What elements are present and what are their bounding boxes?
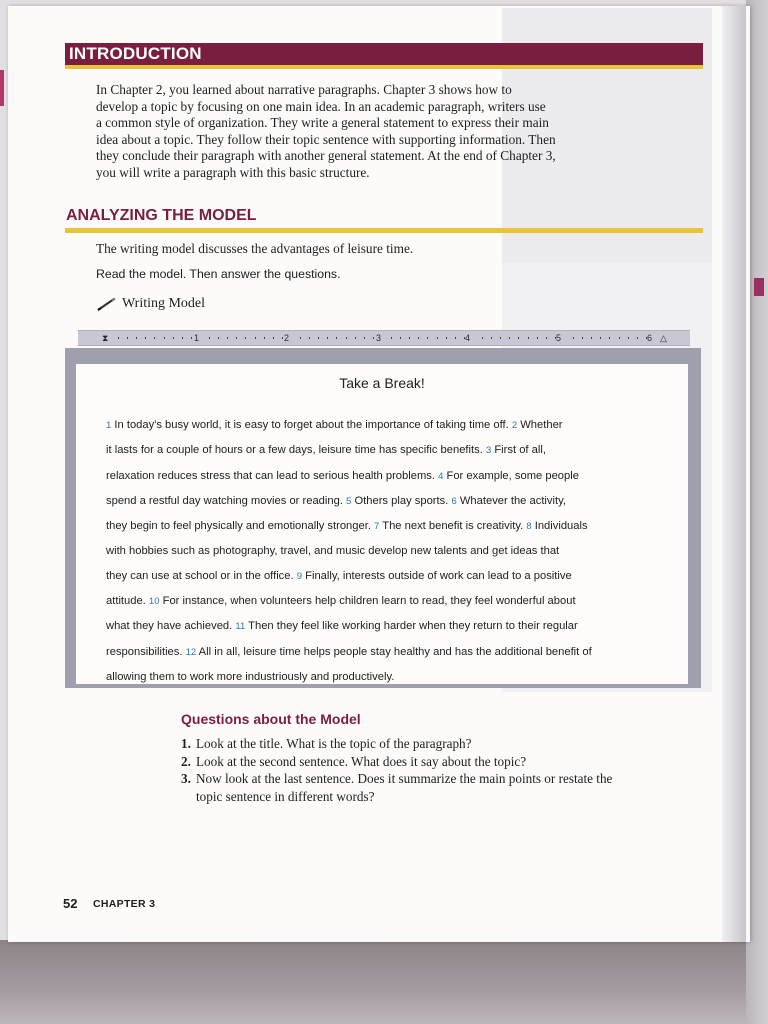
ruler-tab-marker: △ <box>660 333 667 343</box>
model-description: The writing model discusses the advantages of leisure time. <box>96 241 414 256</box>
sentence-text: spend a restful day watching movies or reading. <box>106 494 347 507</box>
writing-model-label: Writing Model <box>122 296 206 311</box>
ruler-tick <box>364 337 365 339</box>
ruler-tick <box>464 337 465 339</box>
question-text: Look at the title. What is the topic of the paragraph? <box>196 736 472 751</box>
model-line <box>106 640 676 665</box>
model-paragraph <box>106 413 676 689</box>
ruler-tick <box>500 337 501 339</box>
ruler-tick <box>646 337 647 339</box>
ruler-number: 5 <box>556 333 562 343</box>
sentence-number: 9 <box>296 570 303 582</box>
ruler-tick <box>191 337 192 339</box>
sentence-number: 7 <box>374 521 380 533</box>
sentence-text: In today's busy world, it is easy to forget about the importance of taking time off. <box>111 419 512 431</box>
sentence-number: 3 <box>485 445 492 457</box>
ruler-tick <box>491 337 492 339</box>
model-line <box>106 489 676 514</box>
ruler-tick <box>264 337 265 339</box>
ruler-tick <box>546 337 547 339</box>
scan-bottom-shadow <box>0 940 768 1024</box>
ruler-tick <box>455 337 456 339</box>
question-text: Look at the second sentence. What does it say about the topic? <box>196 753 527 769</box>
question-number: 1. <box>181 736 191 751</box>
ruler-number: 6 <box>647 333 653 343</box>
ruler-tick <box>409 337 410 339</box>
ruler-tick <box>255 337 256 339</box>
ruler-tick <box>300 337 301 339</box>
sentence-text: they begin to feel physically and emotionally stronger. <box>106 520 375 533</box>
intro-line: idea about a topic. They follow their topic sentence with supporting information. Then <box>96 131 556 147</box>
ruler-tick <box>582 337 583 339</box>
intro-line: develop a topic by focusing on one main idea. In an academic paragraph, writers use <box>96 98 546 114</box>
model-line <box>106 514 676 539</box>
question-number: 2. <box>181 753 191 769</box>
ruler-tick <box>637 337 638 339</box>
ruler-tick <box>245 337 246 339</box>
sentence-number: 4 <box>438 470 444 482</box>
sentence-text: All in all, leisure time helps people stay healthy and has the additional benefit of <box>196 645 592 658</box>
ruler-tick <box>346 337 347 339</box>
ruler-tick <box>555 337 556 339</box>
ruler-indent-marker: ⧗ <box>102 333 109 343</box>
ruler-tick <box>273 337 274 339</box>
intro-line: you will write a paragraph with this basic structure. <box>96 164 370 180</box>
ruler-tick <box>418 337 419 339</box>
writing-model-label-row <box>96 296 205 312</box>
ruler-tick <box>236 337 237 339</box>
intro-line: In Chapter 2, you learned about narrative paragraphs. Chapter 3 shows how to <box>96 82 512 97</box>
sentence-number: 1 <box>106 420 112 431</box>
sentence-text: it lasts for a couple of hours or a few days, leisure time has specific benefits. <box>106 444 486 457</box>
ruler-tick <box>609 337 610 339</box>
sentence-text: Whether <box>517 419 563 431</box>
ruler-tick <box>528 337 529 339</box>
introduction-paragraph <box>96 82 636 181</box>
sentence-number: 10 <box>148 596 160 608</box>
ruler-tick <box>600 337 601 339</box>
ruler-number: 4 <box>465 333 471 343</box>
ruler-tick <box>318 337 319 339</box>
sentence-text: For example, some people <box>443 469 579 482</box>
page-curl-edge <box>722 6 746 942</box>
ruler-tick <box>182 337 183 339</box>
model-line <box>106 614 676 639</box>
ruler-tick <box>154 337 155 339</box>
sentence-text: The next benefit is creativity. <box>379 520 527 533</box>
ruler-tick <box>164 337 165 339</box>
question-text: Now look at the last sentence. Does it summarize the main points or restate the <box>196 771 613 786</box>
sentence-text: attitude. <box>106 595 149 608</box>
ruler-tick <box>173 337 174 339</box>
question-item <box>181 770 691 805</box>
sentence-text: what they have achieved. <box>106 620 236 633</box>
introduction-heading: INTRODUCTION <box>69 44 202 63</box>
model-line <box>106 589 676 614</box>
sentence-number: 12 <box>185 646 197 658</box>
ruler-number: 2 <box>284 333 290 343</box>
question-number: 3. <box>181 771 191 786</box>
ruler-tick <box>518 337 519 339</box>
ruler-tick <box>437 337 438 339</box>
ruler-tick <box>227 337 228 339</box>
ruler-tick <box>282 337 283 339</box>
question-item <box>181 735 691 753</box>
ruler-number: 1 <box>194 333 200 343</box>
ruler-tick <box>327 337 328 339</box>
ruler-tick <box>509 337 510 339</box>
sentence-text: allowing them to work more industriously and productively. <box>106 670 395 683</box>
sentence-text: Finally, interests outside of work can lead to a positive <box>302 569 572 582</box>
ruler-tick <box>391 337 392 339</box>
ruler-tick <box>573 337 574 339</box>
ruler-tick <box>537 337 538 339</box>
sentence-text: First of all, <box>491 444 546 457</box>
question-text: topic sentence in different words? <box>196 788 375 804</box>
intro-line: they conclude their paragraph with another general statement. At the end of Chapter 3, <box>96 148 556 163</box>
model-title: Take a Break! <box>339 375 425 391</box>
sentence-text: they can use at school or in the office. <box>106 569 297 582</box>
adjacent-page-tab <box>754 278 764 296</box>
ruler-tick <box>209 337 210 339</box>
ruler-tick <box>218 337 219 339</box>
sentence-text: Individuals <box>531 520 588 533</box>
sentence-number: 11 <box>235 621 246 633</box>
ruler-tick <box>355 337 356 339</box>
ruler-tick <box>145 337 146 339</box>
ruler-tick <box>446 337 447 339</box>
ruler-tick <box>309 337 310 339</box>
questions-list <box>181 735 691 805</box>
ruler-tick <box>118 337 119 339</box>
model-line <box>106 539 676 563</box>
sentence-text: Whatever the activity, <box>456 494 566 507</box>
sentence-number: 8 <box>526 521 532 533</box>
page-number: 52 <box>63 896 78 911</box>
model-line <box>106 564 676 589</box>
ruler-number: 3 <box>376 333 382 343</box>
sentence-number: 5 <box>346 495 352 507</box>
sentence-text: Others play sports. <box>351 494 452 507</box>
ruler-tick <box>136 337 137 339</box>
model-line <box>106 665 676 689</box>
analyzing-underline <box>65 228 703 233</box>
ruler-tick <box>336 337 337 339</box>
ruler-tick <box>482 337 483 339</box>
left-edge-mark <box>0 70 4 106</box>
sentence-text: Then they feel like working harder when they return to their regular <box>245 620 578 633</box>
analyzing-heading: ANALYZING THE MODEL <box>66 207 257 224</box>
introduction-underline <box>65 65 703 69</box>
model-line <box>106 464 676 489</box>
ruler-tick <box>127 337 128 339</box>
sentence-text: with hobbies such as photography, travel, and music develop new talents and get ideas that <box>106 545 560 558</box>
sentence-text: relaxation reduces stress that can lead to serious health problems. <box>106 469 439 482</box>
ruler-tick <box>427 337 428 339</box>
ruler-tick <box>373 337 374 339</box>
sentence-number: 2 <box>511 420 518 431</box>
intro-line: a common style of organization. They write a general statement to express their main <box>96 115 549 130</box>
ruler-tick <box>619 337 620 339</box>
sentence-text: For instance, when volunteers help children learn to read, they feel wonderful about <box>159 595 576 608</box>
ruler-tick <box>400 337 401 339</box>
word-processor-ruler <box>78 330 690 346</box>
sentence-text: responsibilities. <box>106 645 186 658</box>
model-line <box>106 413 676 438</box>
ruler-tick <box>628 337 629 339</box>
sentence-number: 6 <box>451 495 457 507</box>
pencil-icon <box>96 296 118 312</box>
ruler-tick <box>591 337 592 339</box>
model-instruction: Read the model. Then answer the questions. <box>96 267 341 281</box>
question-item <box>181 753 691 771</box>
chapter-label: CHAPTER 3 <box>93 898 156 910</box>
questions-heading: Questions about the Model <box>181 711 361 727</box>
model-line <box>106 438 676 463</box>
